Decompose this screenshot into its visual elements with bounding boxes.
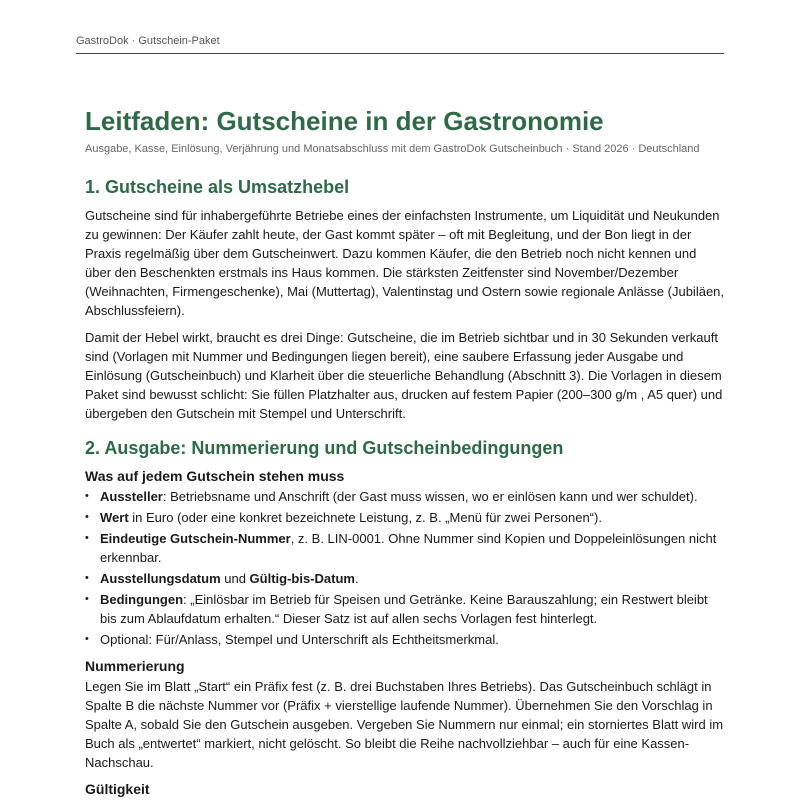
section-1-paragraph-1: Gutscheine sind für inhabergeführte Betriebe eines der einfachsten Instrumente, um Liquidität und Neukunden zu gewinnen: Der Käufer zahlt heute, der Gast kommt später – oft mit Begleitung, und der Bon liegt in der Praxis regelmäßig über dem Gutscheinwert. Dazu kommen Käufer, die den Betrieb noch nicht kennen und über den Beschenkten erstmals ins Haus kommen. Die stärksten Zeitfenster sind November/Dezember (Weihnachten, Firmengeschenke), Mai (Muttertag), Valentinstag und Ostern sowie regionale Anlässe (Jubiläen, Abschlussfeiern). bbox=[85, 208, 725, 318]
list-item bbox=[85, 529, 725, 567]
section-1-paragraph-2: Damit der Hebel wirkt, braucht es drei Dinge: Gutscheine, die im Betrieb sichtbar und in 30 Sekunden verkauft sind (Vorlagen mit Nummer und Bedingungen liegen bereit), eine saubere Erfassung jeder Ausgabe und Einlösung (Gutscheinbuch) und Klarheit über die steuerliche Behandlung (Abschnitt 3). Die Vorlagen in diesem Paket sind bewusst schlicht: Sie füllen Platzhalter aus, drucken auf festem Papier (200–300 g/m , A5 quer) und übergeben den Gutschein mit Stempel und Unterschrift. bbox=[85, 330, 723, 421]
bullet-icon: • bbox=[85, 572, 89, 584]
subheading-numbering: Nummerierung bbox=[85, 658, 185, 674]
list-item bbox=[85, 569, 725, 588]
list-item-text: : „Einlösbar im Betrieb für Speisen und Getränke. Keine Barauszahlung; ein Restwert bleibt bis zum Ablaufdatum erhalten.“ Dieser Satz ist auf allen sechs Vorlagen fest hinterlegt. bbox=[100, 592, 708, 626]
list-item-bold: Bedingungen bbox=[100, 592, 184, 607]
subheading-validity: Gültigkeit bbox=[85, 781, 150, 797]
list-item-text: : Betriebsname und Anschrift (der Gast muss wissen, wo er einlösen kann und wer schuldet). bbox=[162, 489, 698, 504]
requirements-list bbox=[85, 487, 725, 649]
section-1-heading: 1. Gutscheine als Umsatzhebel bbox=[85, 177, 350, 197]
list-item-bold: Ausstellungsdatum bbox=[100, 571, 221, 586]
bullet-icon: • bbox=[85, 532, 89, 544]
list-item-text: , z. B. LIN-0001. Ohne Nummer sind Kopien und Doppeleinlösungen nicht erkennbar. bbox=[100, 531, 717, 565]
list-item-bold: Aussteller bbox=[100, 489, 163, 504]
document-content bbox=[85, 106, 725, 800]
bullet-icon: • bbox=[85, 593, 89, 605]
list-item-text: in Euro (oder eine konkret bezeichnete Leistung, z. B. „Menü für zwei Personen“). bbox=[128, 510, 602, 525]
list-item-text: Optional: Für/Anlass, Stempel und Unterschrift als Echtheitsmerkmal. bbox=[100, 632, 499, 647]
list-item-bold: Eindeutige Gutschein-Nummer bbox=[100, 531, 291, 546]
list-item bbox=[85, 630, 725, 649]
running-header: GastroDok · Gutschein-Paket bbox=[76, 35, 724, 54]
bullet-icon: • bbox=[85, 511, 89, 523]
list-item bbox=[85, 590, 725, 628]
document-subtitle: Ausgabe, Kasse, Einlösung, Verjährung und Monatsabschluss mit dem GastroDok Gutscheinbuch · Stand 2026 · Deutschland bbox=[85, 143, 700, 155]
list-item-bold: Gültig-bis-Datum bbox=[249, 571, 355, 586]
list-item bbox=[85, 508, 725, 527]
list-item bbox=[85, 487, 725, 506]
list-item-text: und bbox=[220, 571, 250, 586]
bullet-icon: • bbox=[85, 490, 89, 502]
subheading-requirements: Was auf jedem Gutschein stehen muss bbox=[85, 468, 345, 484]
list-item-bold: Wert bbox=[100, 510, 129, 525]
numbering-paragraph: Legen Sie im Blatt „Start“ ein Präfix fest (z. B. drei Buchstaben Ihres Betriebs). Das Gutscheinbuch schlägt in Spalte B die nächste Nummer vor (Präfix + vierstellige laufende Nummer). Übernehmen Sie den Vorschlag in Spalte A, sobald Sie den Gutschein ausgeben. Vergeben Sie Nummern nur einmal; ein storniertes Blatt wird im Buch als „entwertet“ markiert, nicht gelöscht. So bleibt die Reihe nachvollziehbar – auch für eine Kassen-Nachschau. bbox=[85, 679, 724, 770]
document-title: Leitfaden: Gutscheine in der Gastronomie bbox=[85, 106, 604, 136]
bullet-icon: • bbox=[85, 633, 89, 645]
list-item-text: . bbox=[354, 571, 359, 586]
section-2-heading: 2. Ausgabe: Nummerierung und Gutscheinbedingungen bbox=[85, 438, 564, 458]
